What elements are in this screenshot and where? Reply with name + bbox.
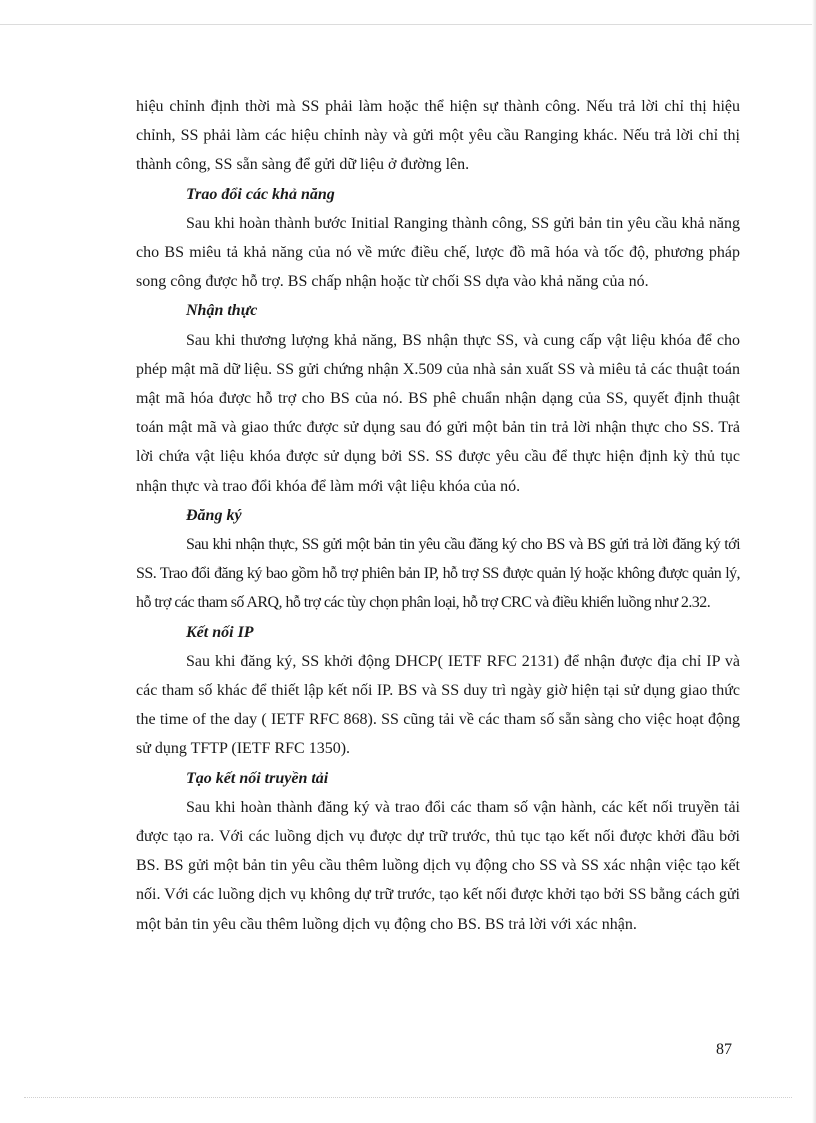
- heading-ip-connection: Kết nối IP: [186, 623, 254, 641]
- viewer-top-edge: [0, 0, 816, 25]
- paragraph-ip-connection: Sau khi đăng ký, SS khởi động DHCP( IETF RFC 2131) để nhận được địa chỉ IP và các tham số khác để thiết lập kết nối IP. BS và SS duy trì ngày giờ hiện tại sử dụng giao thức the time of the day ( IETF RFC 868). SS cũng tải về các tham số sẵn sàng cho việc hoạt động sử dụng TFTP (IETF RFC 1350).: [136, 652, 740, 758]
- page-bottom-edge: [24, 1097, 792, 1098]
- heading-authentication: Nhận thực: [186, 302, 258, 320]
- heading-registration: Đăng ký: [186, 506, 242, 524]
- viewer-scrollbar-edge[interactable]: [812, 0, 816, 1123]
- intro-paragraph: hiệu chỉnh định thời mà SS phải làm hoặc thể hiện sự thành công. Nếu trả lời chỉ thị hiệu chỉnh, SS phải làm các hiệu chỉnh này và gửi một yêu cầu Ranging khác. Nếu trả lời chỉ thị thành công, SS sẵn sàng để gửi dữ liệu ở đường lên.: [136, 98, 740, 174]
- heading-transport-connection: Tạo kết nối truyền tải: [186, 769, 329, 787]
- paragraph-registration: Sau khi nhận thực, SS gửi một bản tin yêu cầu đăng ký cho BS và BS gửi trả lời đăng ký tới SS. Trao đổi đăng ký bao gồm hỗ trợ phiên bản IP, hỗ trợ SS được quản lý hoặc không được quản lý, hỗ trợ các tham số ARQ, hỗ trợ các tùy chọn phân loại, hỗ trợ CRC và điều khiển luồng như 2.32.: [136, 536, 740, 612]
- paragraph-transport-connection: Sau khi hoàn thành đăng ký và trao đổi các tham số vận hành, các kết nối truyền tải được tạo ra. Với các luồng dịch vụ được dự trữ trước, thủ tục tạo kết nối được khởi đầu bởi BS. BS gửi một bản tin yêu cầu thêm luồng dịch vụ động cho SS và SS xác nhận việc tạo kết nối. Với các luồng dịch vụ không dự trữ trước, tạo kết nối được khởi tạo bởi SS bằng cách gửi một bản tin yêu cầu thêm luồng dịch vụ động cho BS. BS trả lời với xác nhận.: [136, 798, 740, 933]
- page-number: 87: [716, 1041, 732, 1058]
- paragraph-authentication: Sau khi thương lượng khả năng, BS nhận thực SS, và cung cấp vật liệu khóa để cho phép mật mã dữ liệu. SS gửi chứng nhận X.509 của nhà sản xuất SS và miêu tả các thuật toán mật mã hóa được hỗ trợ cho BS của nó. BS phê chuẩn nhận dạng của SS, quyết định thuật toán mật mã và giao thức được sử dụng sau đó gửi một bản tin trả lời nhận thực cho SS. Trả lời chứa vật liệu khóa được sử dụng bởi SS. SS được yêu cầu để thực hiện định kỳ thủ tục nhận thực và trao đổi khóa để làm mới vật liệu khóa của nó.: [136, 331, 740, 495]
- document-body: [136, 92, 740, 939]
- heading-capability-exchange: Trao đổi các khả năng: [186, 185, 335, 203]
- paragraph-capability-exchange: Sau khi hoàn thành bước Initial Ranging thành công, SS gửi bản tin yêu cầu khả năng cho BS miêu tả khả năng của nó về mức điều chế, lược đồ mã hóa và tốc độ, phương pháp song công được hỗ trợ. BS chấp nhận hoặc từ chối SS dựa vào khả năng của nó.: [136, 214, 740, 291]
